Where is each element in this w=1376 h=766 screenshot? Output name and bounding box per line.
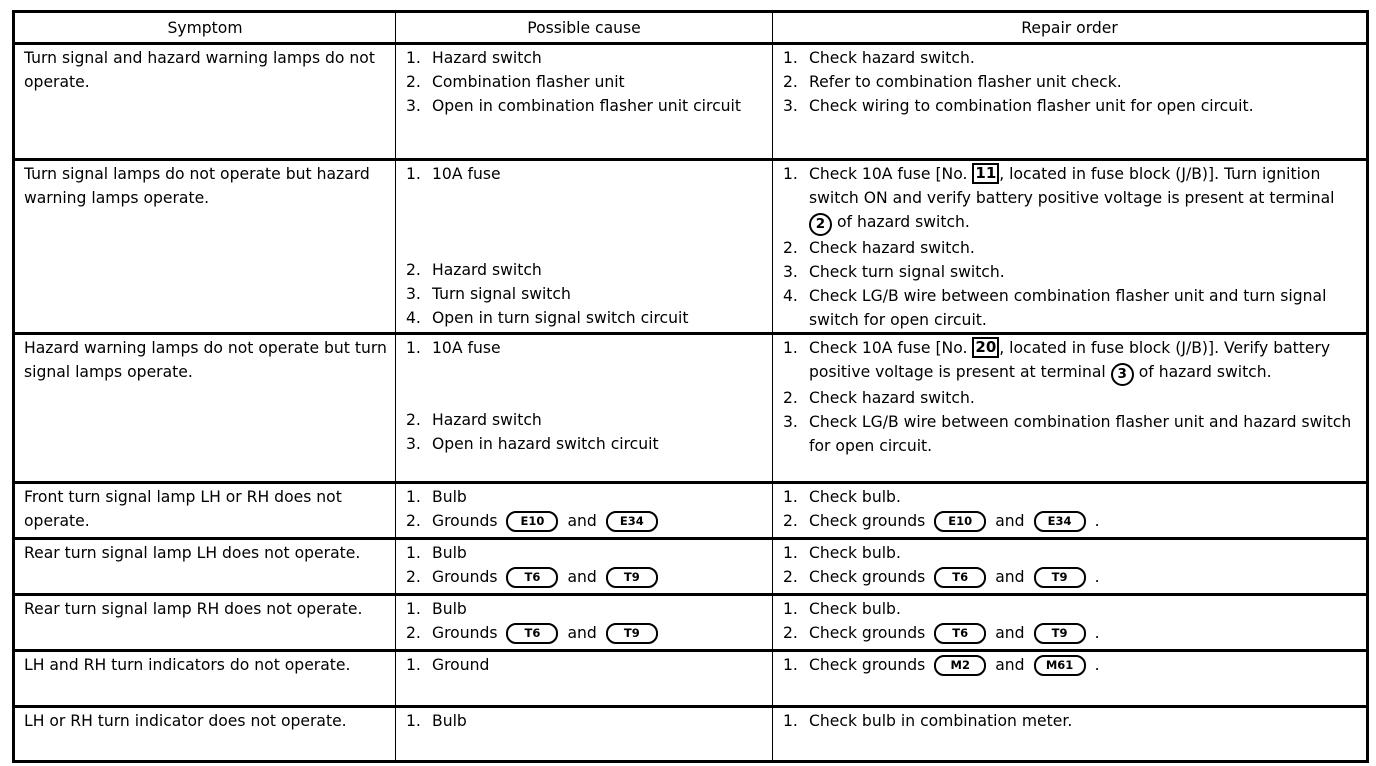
list-item: 2. Refer to combination flasher unit check.	[783, 73, 1122, 91]
symptom-cell: Rear turn signal lamp RH does not operate.	[14, 595, 396, 651]
ground-connector-badge: T9	[1034, 567, 1086, 588]
terminal-circle: 2	[809, 213, 832, 236]
table-row	[14, 160, 1368, 334]
ground-connector-badge: T6	[934, 623, 986, 644]
list-item: 4. Open in turn signal switch circuit	[406, 309, 689, 327]
list-item: 2. Hazard switch	[406, 411, 542, 429]
cause-cell	[396, 651, 773, 707]
symptom-cell: Hazard warning lamps do not operate but turn signal lamps operate.	[14, 334, 396, 483]
ground-connector-badge: E10	[506, 511, 558, 532]
list-item: 4. Check LG/B wire between combination flasher unit and turn signal switch for open circuit.	[783, 287, 1327, 329]
repair-cell	[773, 44, 1368, 160]
ground-connector-badge: M2	[934, 655, 986, 676]
symptom-cell: Front turn signal lamp LH or RH does not operate.	[14, 483, 396, 539]
list-item: 1. Check 10A fuse [No. 20 , located in fuse block (J/B)]. Verify battery positive voltage is present at terminal 3 of hazard switch.	[783, 336, 1362, 386]
ground-connector-badge: T6	[934, 567, 986, 588]
diagnosis-table	[12, 10, 1369, 763]
list-item: 3. Open in combination flasher unit circuit	[406, 97, 741, 115]
list-item: 2. Grounds T6 and T9	[406, 565, 768, 589]
terminal-circle: 3	[1111, 363, 1134, 386]
list-item: 2. Check grounds E10 and E34 .	[783, 512, 1100, 530]
header-row	[14, 12, 1368, 44]
list-item: 2. Check hazard switch.	[783, 389, 975, 407]
ground-connector-badge: T9	[1034, 623, 1086, 644]
ground-connector-badge: T9	[606, 623, 658, 644]
ground-connector-badge: T9	[606, 567, 658, 588]
repair-cell	[773, 483, 1368, 539]
table-row	[14, 44, 1368, 160]
header-symptom: Symptom	[14, 12, 396, 44]
symptom-cell: LH or RH turn indicator does not operate.	[14, 707, 396, 762]
cause-cell	[396, 334, 773, 483]
repair-cell	[773, 334, 1368, 483]
ground-connector-badge: E10	[934, 511, 986, 532]
list-item: 3. Check wiring to combination flasher unit for open circuit.	[783, 97, 1254, 115]
cause-cell	[396, 539, 773, 595]
list-item: 1. Check 10A fuse [No. 11 , located in fuse block (J/B)]. Turn ignition switch ON and verify battery positive voltage is present at terminal 2 of hazard switch.	[783, 162, 1362, 236]
symptom-cell: Turn signal and hazard warning lamps do not operate.	[14, 44, 396, 160]
repair-cell	[773, 651, 1368, 707]
list-item: 1. Bulb	[406, 544, 467, 562]
list-item: 1. Bulb	[406, 600, 467, 618]
list-item: 1. Check grounds M2 and M61 .	[783, 656, 1100, 674]
list-item: 2. Hazard switch	[406, 261, 542, 279]
repair-cell	[773, 160, 1368, 334]
list-item: 1. Check bulb.	[783, 488, 901, 506]
list-item: 1. Check hazard switch.	[783, 49, 975, 67]
repair-cell	[773, 539, 1368, 595]
list-item: 3. Check LG/B wire between combination flasher unit and hazard switch for open circuit.	[783, 413, 1352, 455]
table-row	[14, 539, 1368, 595]
symptom-cell: Turn signal lamps do not operate but hazard warning lamps operate.	[14, 160, 396, 334]
table-row	[14, 651, 1368, 707]
list-item: 1. Hazard switch	[406, 49, 542, 67]
list-item: 2. Check grounds T6 and T9 .	[783, 624, 1100, 642]
list-item: 3. Check turn signal switch.	[783, 263, 1005, 281]
list-item: 1. Check bulb.	[783, 600, 901, 618]
list-item: 2. Grounds E10 and E34	[406, 509, 768, 533]
ground-connector-badge: E34	[1034, 511, 1086, 532]
table-row	[14, 334, 1368, 483]
list-item: 1. Bulb	[406, 488, 467, 506]
list-item: 1. Check bulb in combination meter.	[783, 712, 1073, 730]
list-item: 2. Grounds T6 and T9	[406, 621, 768, 645]
list-item: 2. Check hazard switch.	[783, 239, 975, 257]
cause-cell	[396, 160, 773, 334]
header-possible-cause: Possible cause	[396, 12, 773, 44]
repair-cell	[773, 707, 1368, 762]
list-item: 1. Ground	[406, 656, 490, 674]
repair-cell	[773, 595, 1368, 651]
cause-cell	[396, 595, 773, 651]
list-item: 1. Bulb	[406, 712, 467, 730]
cause-cell	[396, 483, 773, 539]
ground-connector-badge: T6	[506, 623, 558, 644]
list-item: 3. Turn signal switch	[406, 285, 571, 303]
ground-connector-badge: E34	[606, 511, 658, 532]
table-row	[14, 595, 1368, 651]
fuse-number-box: 11	[972, 163, 999, 184]
ground-connector-badge: M61	[1034, 655, 1086, 676]
symptom-cell: LH and RH turn indicators do not operate.	[14, 651, 396, 707]
cause-cell	[396, 44, 773, 160]
list-item: 2. Combination flasher unit	[406, 73, 625, 91]
list-item: 1. Check bulb.	[783, 544, 901, 562]
list-item: 1. 10A fuse	[406, 165, 501, 183]
ground-connector-badge: T6	[506, 567, 558, 588]
list-item: 2. Check grounds T6 and T9 .	[783, 568, 1100, 586]
table-row	[14, 707, 1368, 762]
list-item: 3. Open in hazard switch circuit	[406, 435, 659, 453]
table-row	[14, 483, 1368, 539]
symptom-cell: Rear turn signal lamp LH does not operate.	[14, 539, 396, 595]
list-item: 1. 10A fuse	[406, 339, 501, 357]
header-repair-order: Repair order	[773, 12, 1368, 44]
cause-cell	[396, 707, 773, 762]
fuse-number-box: 20	[972, 337, 999, 358]
